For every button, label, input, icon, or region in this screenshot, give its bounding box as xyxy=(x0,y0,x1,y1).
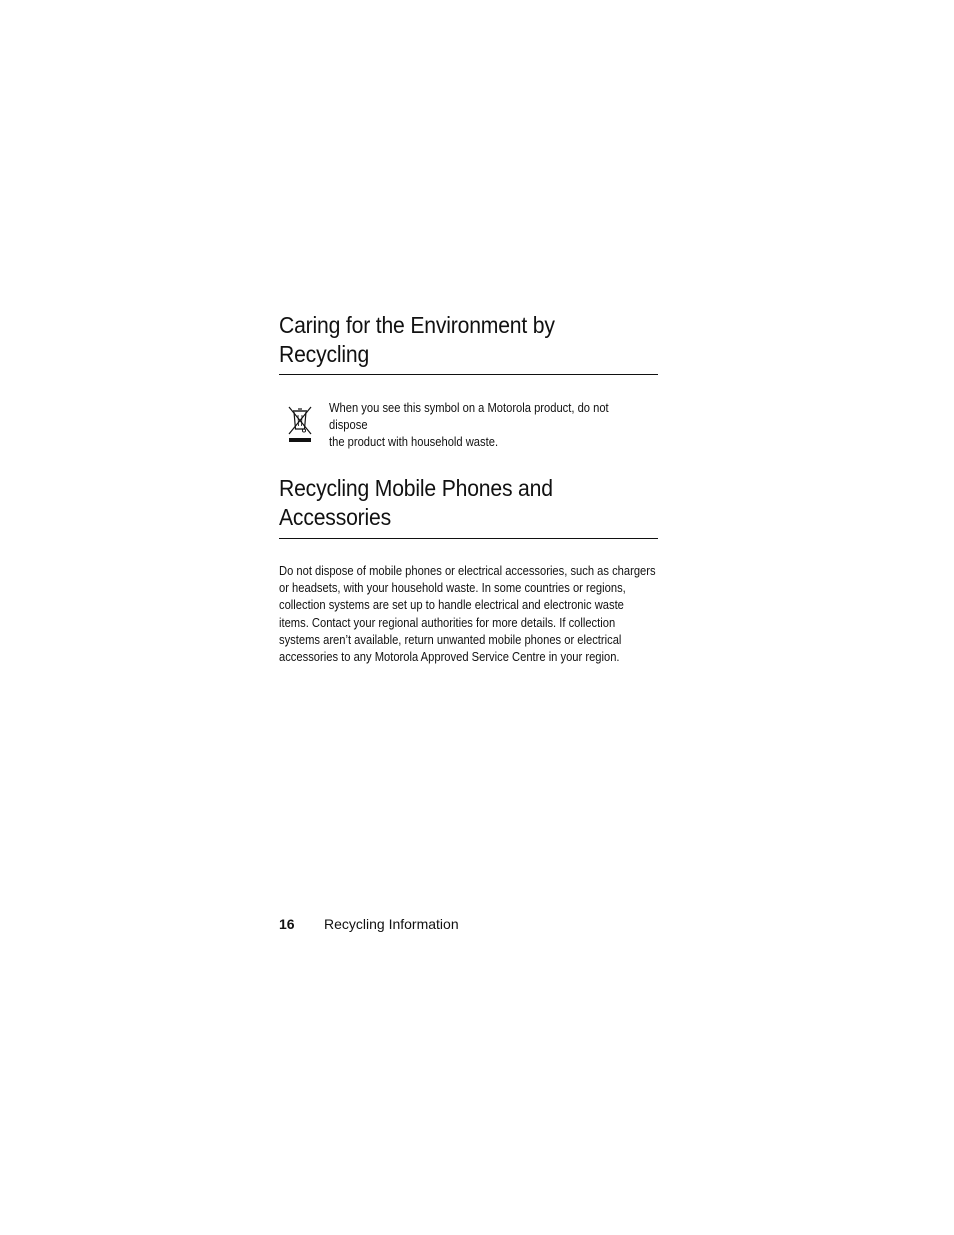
paragraph-line: accessories to any Motorola Approved Service Centre in your region. xyxy=(279,649,620,665)
paragraph-line: or headsets, with your household waste. In some countries or regions, xyxy=(279,580,626,596)
heading-title xyxy=(279,311,658,369)
heading-line-2: Recycling xyxy=(279,341,370,367)
heading-line-1: Recycling Mobile Phones and xyxy=(279,475,553,501)
heading-divider xyxy=(279,374,658,375)
footer-section-name: Recycling Information xyxy=(324,916,459,932)
symbol-note-line-2: the product with household waste. xyxy=(329,434,499,449)
heading-title xyxy=(279,474,658,532)
heading-line-1: Caring for the Environment by xyxy=(279,312,555,338)
symbol-note-text xyxy=(329,399,639,450)
symbol-note-line-1: When you see this symbol on a Motorola product, do not dispose xyxy=(329,400,609,432)
paragraph-line: systems aren’t available, return unwanted mobile phones or electrical xyxy=(279,631,622,647)
heading-line-2: Accessories xyxy=(279,504,392,530)
section-heading-recycling-phones xyxy=(279,474,658,532)
disposal-symbol-note xyxy=(279,399,658,449)
paragraph-line: Do not dispose of mobile phones or electrical accessories, such as chargers xyxy=(279,563,656,578)
section-heading-caring xyxy=(279,311,658,369)
body-paragraph xyxy=(279,562,657,665)
crossed-out-wheelie-bin-icon xyxy=(287,406,313,444)
page-number: 16 xyxy=(279,916,295,932)
heading-divider xyxy=(279,538,658,539)
paragraph-line: items. Contact your regional authorities for more details. If collection xyxy=(279,614,616,630)
paragraph-line: collection systems are set up to handle electrical and electronic waste xyxy=(279,597,624,613)
page-footer xyxy=(279,914,679,934)
